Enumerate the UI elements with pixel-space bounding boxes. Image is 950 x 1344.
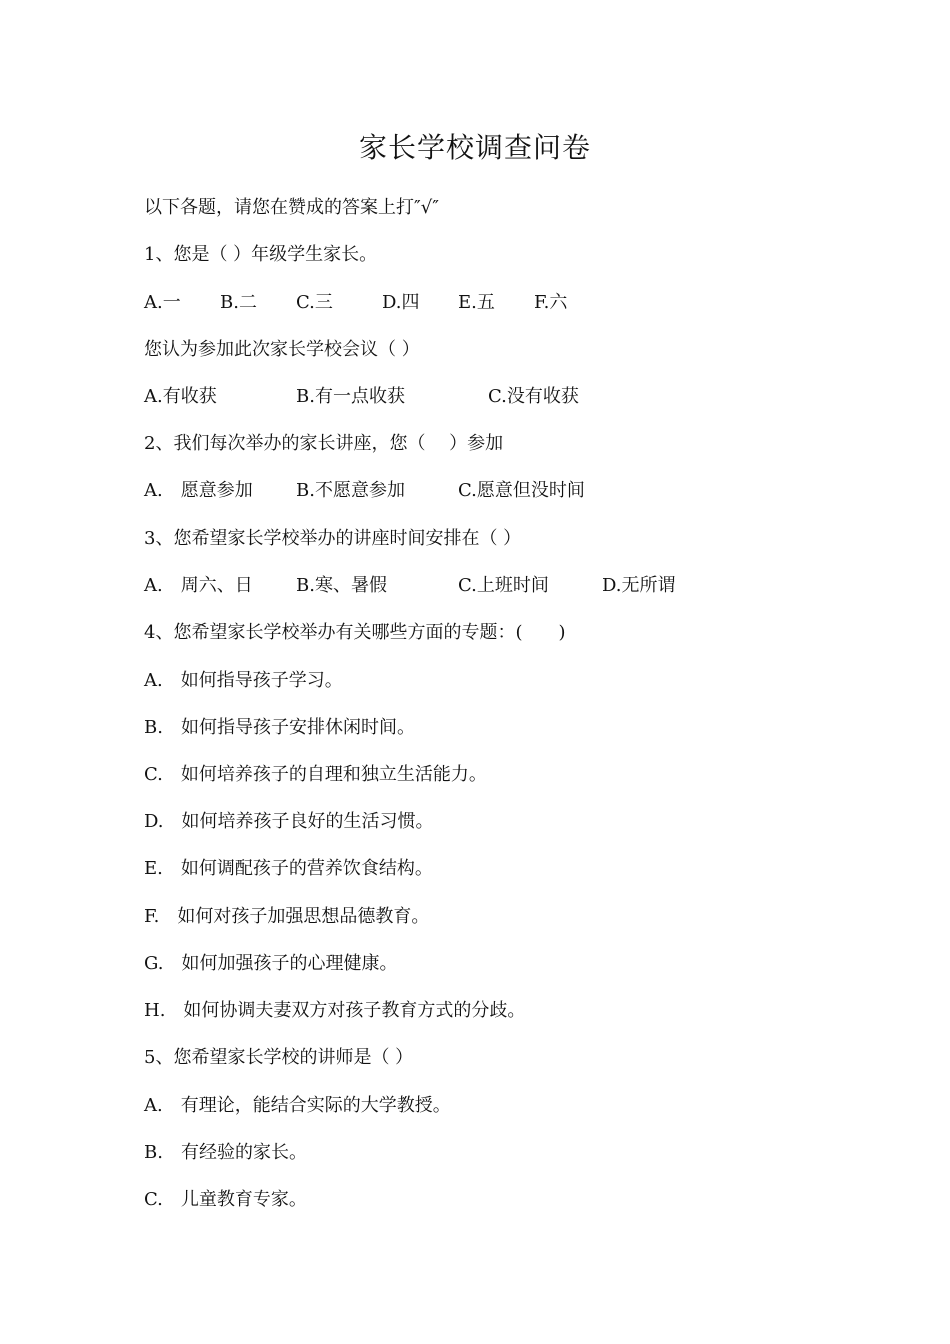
option-c[interactable]: C. 如何培养孩子的自理和独立生活能力。 [144, 764, 487, 785]
option-a[interactable]: A. 周六、日 [144, 575, 253, 596]
option-b[interactable]: B. 如何指导孩子安排休闲时间。 [144, 717, 415, 738]
option-c[interactable]: C.愿意但没时间 [458, 480, 585, 501]
question-3: 3、您希望家长学校举办的讲座时间安排在（ ） [144, 528, 522, 549]
option-e[interactable]: E.五 [458, 292, 495, 313]
question-2: 2、我们每次举办的家长讲座，您（ ）参加 [144, 433, 504, 454]
option-a[interactable]: A. 愿意参加 [144, 480, 253, 501]
option-b[interactable]: B. 有经验的家长。 [144, 1142, 307, 1163]
question-meeting-options [144, 384, 844, 410]
question-2-options [144, 478, 844, 504]
instruction-text: 以下各题，请您在赞成的答案上打″√″ [144, 197, 439, 218]
question-3-options [144, 573, 844, 599]
option-a[interactable]: A. 有理论，能结合实际的大学教授。 [144, 1095, 451, 1116]
option-d[interactable]: D. 如何培养孩子良好的生活习惯。 [144, 811, 434, 832]
option-h[interactable]: H. 如何协调夫妻双方对孩子教育方式的分歧。 [144, 1000, 526, 1021]
option-g[interactable]: G. 如何加强孩子的心理健康。 [144, 953, 398, 974]
option-e[interactable]: E. 如何调配孩子的营养饮食结构。 [144, 858, 433, 879]
question-1-options [144, 290, 844, 316]
question-5: 5、您希望家长学校的讲师是（ ） [144, 1047, 414, 1068]
option-b[interactable]: B.二 [220, 292, 257, 313]
option-d[interactable]: D.四 [382, 292, 420, 313]
option-a[interactable]: A. 如何指导孩子学习。 [144, 670, 343, 691]
question-1: 1、您是（ ）年级学生家长。 [144, 244, 378, 265]
option-f[interactable]: F. 如何对孩子加强思想品德教育。 [144, 906, 430, 927]
option-c[interactable]: C.没有收获 [488, 386, 579, 407]
option-a[interactable]: A.一 [144, 292, 181, 313]
option-d[interactable]: D.无所谓 [602, 575, 676, 596]
option-b[interactable]: B.有一点收获 [296, 386, 405, 407]
page-title: 家长学校调查问卷 [358, 131, 591, 164]
question-meeting: 您认为参加此次家长学校会议（ ） [144, 339, 420, 360]
option-b[interactable]: B.寒、暑假 [296, 575, 387, 596]
option-c[interactable]: C.上班时间 [458, 575, 549, 596]
option-c[interactable]: C. 儿童教育专家。 [144, 1189, 307, 1210]
option-b[interactable]: B.不愿意参加 [296, 480, 405, 501]
option-f[interactable]: F.六 [534, 292, 568, 313]
question-4: 4、您希望家长学校举办有关哪些方面的专题：( ) [144, 622, 566, 643]
option-c[interactable]: C.三 [296, 292, 333, 313]
option-a[interactable]: A.有收获 [144, 386, 217, 407]
